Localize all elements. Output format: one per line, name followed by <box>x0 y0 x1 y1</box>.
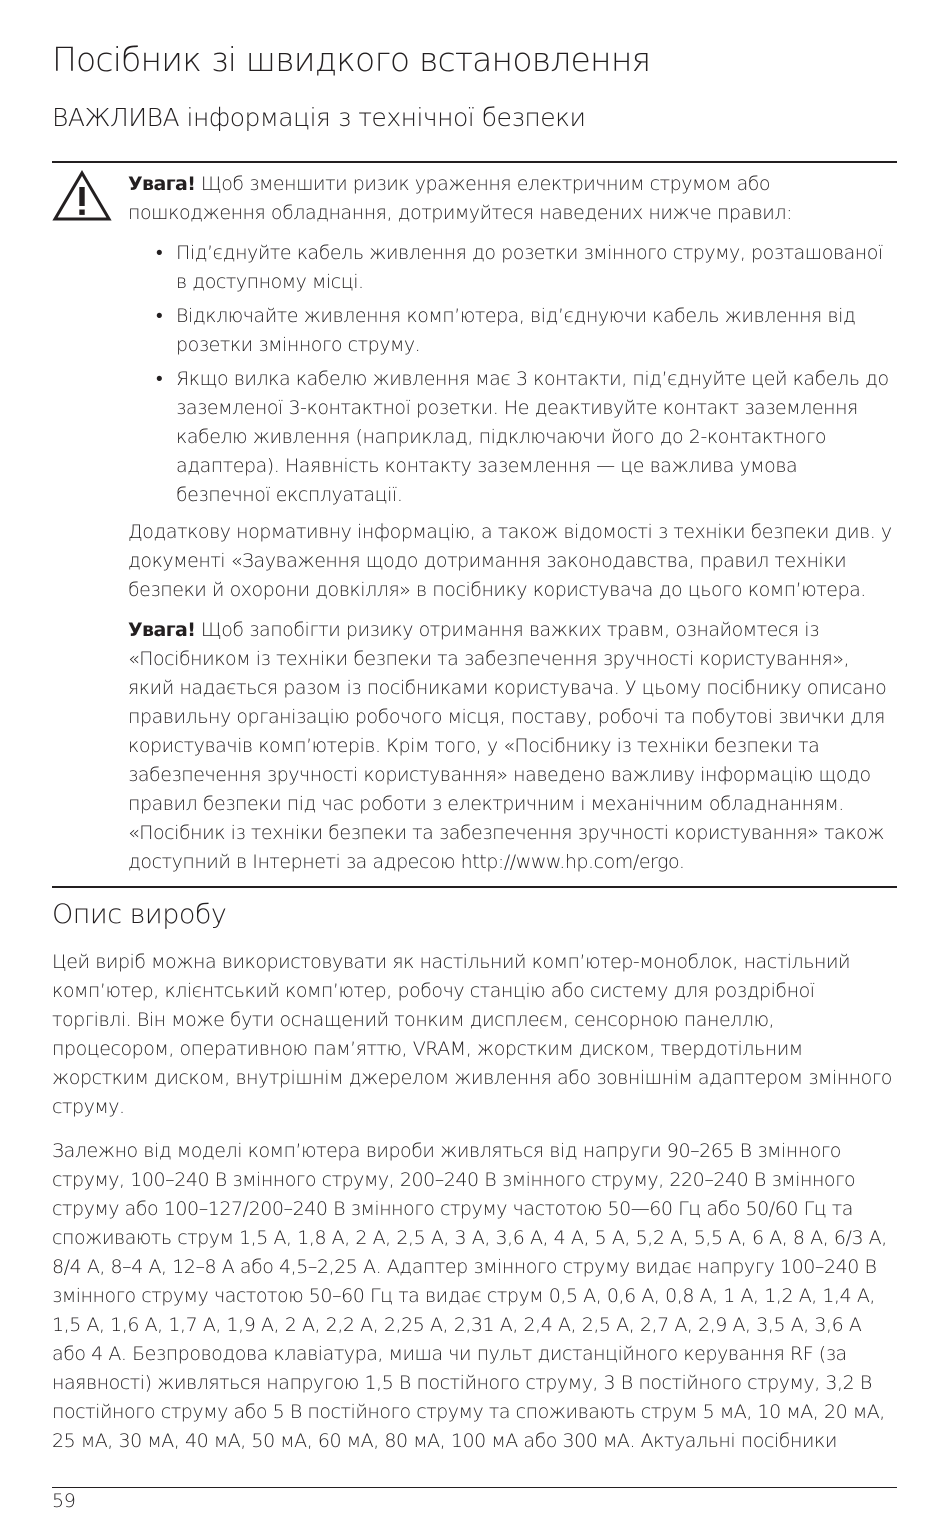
warning-triangle-icon <box>52 170 112 222</box>
warning-paragraph <box>128 170 896 228</box>
warning-label: Увага! <box>128 173 196 195</box>
section-divider <box>52 886 897 888</box>
list-item-text: Відключайте живлення комп’ютера, від’єднуючи кабель живлення від розетки змінного струму. <box>176 305 856 356</box>
top-divider <box>52 161 897 163</box>
ergonomics-warning-paragraph <box>128 616 896 877</box>
safety-section-heading: ВАЖЛИВА інформація з технічної безпеки <box>52 103 586 132</box>
bullet-icon: • <box>156 368 163 390</box>
list-item <box>128 365 896 510</box>
product-paragraph-1: Цей виріб можна використовувати як настільний комп’ютер-моноблок, настільний комп’ютер, клієнтський комп’ютер, робочу станцію або систему для роздрібної торгівлі. Він може бути оснащений тонким дисплеєм, сенсорною панеллю, процесором, оперативною пам’яттю, VRAM, жорстким диском, твердотільним жорстким диском, внутрішнім джерелом живлення або зовнішнім адаптером змінного струму. <box>52 951 892 1118</box>
regulatory-paragraph: Додаткову нормативну інформацію, а також відомості з техніки безпеки див. у документі «Зауваження щодо дотримання законодавства, правил техніки безпеки й охорони довкілля» в посібнику користувача до цього комп’ютера. <box>128 521 892 601</box>
product-paragraph-2: Залежно від моделі комп’ютера вироби живляться від напруги 90–265 В змінного струму, 100–240 В змінного струму, 200–240 В змінного струму, 220–240 В змінного струму або 100–127/200–240 В змінного струму частотою 50—60 Гц або 50/60 Гц та споживають струм 1,5 А, 1,8 А, 2 А, 2,5 А, 3 А, 3,6 А, 4 А, 5 А, 5,2 А, 5,5 А, 6 А, 8 А, 6/3 А, 8/4 А, 8–4 А, 12–8 А або 4,5–2,25 А. Адаптер змінного струму видає напругу 100–240 В змінного струму частотою 50–60 Гц та видає струм 0,5 А, 0,6 А, 0,8 А, 1 А, 1,2 А, 1,4 А, 1,5 А, 1,6 А, 1,7 А, 1,9 А, 2 А, 2,2 А, 2,25 А, 2,31 А, 2,4 А, 2,5 А, 2,7 А, 2,9 А, 3,5 А, 3,6 А або 4 А. Безпроводова клавіатура, миша чи пульт дистанційного керування RF (за наявності) живляться напругою 1,5 В постійного струму, 3 В постійного струму, 3,2 В постійного струму або 5 В постійного струму та споживають струм 5 мА, 10 мА, 20 мА, 25 мА, 30 мА, 40 мА, 50 мА, 60 мА, 80 мА, 100 мА або 300 мА. Актуальні посібники <box>52 1140 887 1452</box>
warning-text: Щоб запобігти ризику отримання важких травм, ознайомтеся із «Посібником із техніки безпеки та забезпечення зручності користування», який надається разом із посібниками користувача. У цьому посібнику описано правильну організацію робочого місця, поставу, робочі та побутові звички для користувачів комп’ютерів. Крім того, у «Посібнику із техніки безпеки та забезпечення зручності користування» наведено важливу інформацію щодо правил безпеки під час роботи з електричним і механічним обладнанням. «Посібник із техніки безпеки та забезпечення зручності користування» також доступний в Інтернеті за адресою http://www.hp.com/ergo. <box>128 619 887 873</box>
list-item <box>128 302 896 360</box>
product-section-title: Опис виробу <box>52 899 227 930</box>
page-title: Посібник зі швидкого встановлення <box>52 40 651 79</box>
list-item-text: Під’єднуйте кабель живлення до розетки змінного струму, розташованої в доступному місці. <box>176 242 883 293</box>
bullet-icon: • <box>156 305 163 327</box>
bullet-icon: • <box>156 242 163 264</box>
list-item-text: Якщо вилка кабелю живлення має 3 контакти, під’єднуйте цей кабель до заземленої 3-контактної розетки. Не деактивуйте контакт заземлення кабелю живлення (наприклад, підключаючи його до 2-контактного адаптера). Наявність контакту заземлення — це важлива умова безпечної експлуатації. <box>176 368 889 506</box>
safety-warning-block <box>128 170 896 888</box>
product-description <box>52 948 897 1471</box>
warning-text: Щоб зменшити ризик ураження електричним струмом або пошкодження обладнання, дотримуйтеся наведених нижче правил: <box>128 173 793 224</box>
footer-divider <box>52 1487 897 1488</box>
list-item <box>128 239 896 297</box>
safety-rules-list <box>128 239 896 510</box>
page-number: 59 <box>52 1490 76 1512</box>
warning-label: Увага! <box>128 619 196 641</box>
